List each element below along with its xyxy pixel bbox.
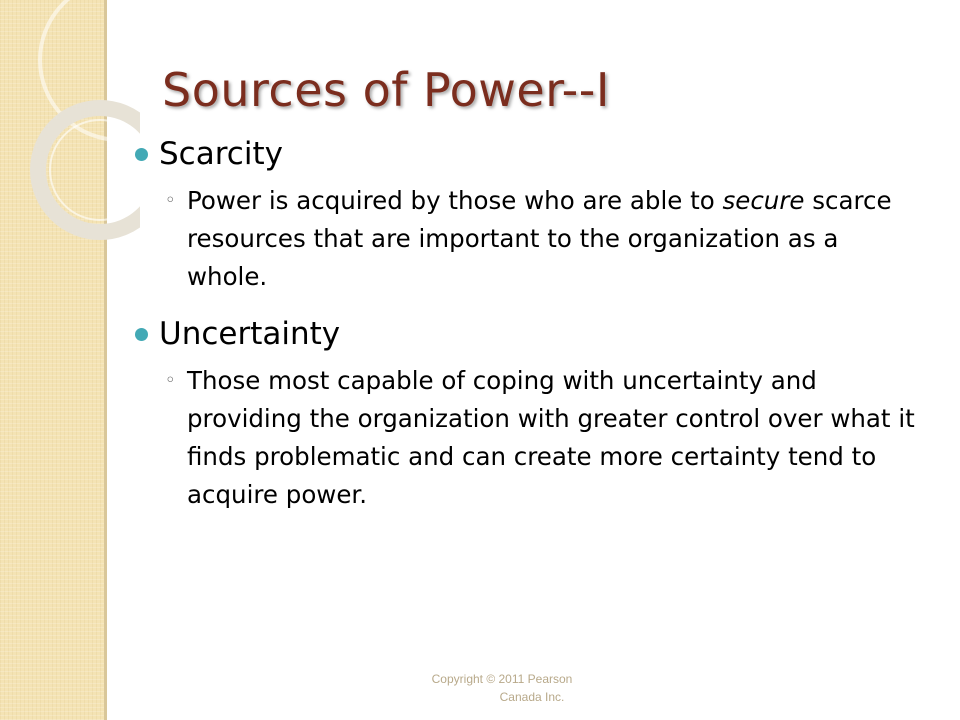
copyright-line-1: Copyright © 2011 Pearson: [431, 672, 573, 686]
hollow-circle-bullet-icon: ◦: [165, 190, 176, 211]
filled-circle-bullet-icon: [135, 148, 148, 161]
slide-title: Sources of Power--I: [162, 63, 610, 117]
hollow-circle-bullet-icon: ◦: [165, 370, 176, 391]
sub-bullet-text: Those most capable of coping with uncertainty and providing the organization with greater control over what it finds problematic and can create more certainty tend to acquire power.: [187, 366, 915, 509]
sub-bullet-text-after: scarce resources that are important to the organization as a whole.: [187, 186, 892, 291]
decorative-rings: [0, 0, 140, 260]
bullet-scarcity: [135, 130, 925, 178]
copyright-footer: [412, 670, 592, 706]
filled-circle-bullet-icon: [135, 328, 148, 341]
sub-bullet-text-before: Power is acquired by those who are able to: [187, 186, 723, 215]
bullet-uncertainty: [135, 310, 925, 358]
sub-bullet-text-emphasis: secure: [722, 186, 805, 215]
copyright-line-2: Canada Inc.: [499, 690, 565, 704]
bullet-heading: Uncertainty: [159, 316, 341, 352]
sub-bullet-uncertainty: [135, 362, 917, 514]
bullet-heading: Scarcity: [159, 136, 283, 172]
slide-content: [135, 130, 925, 528]
sub-bullet-scarcity: [135, 182, 917, 296]
